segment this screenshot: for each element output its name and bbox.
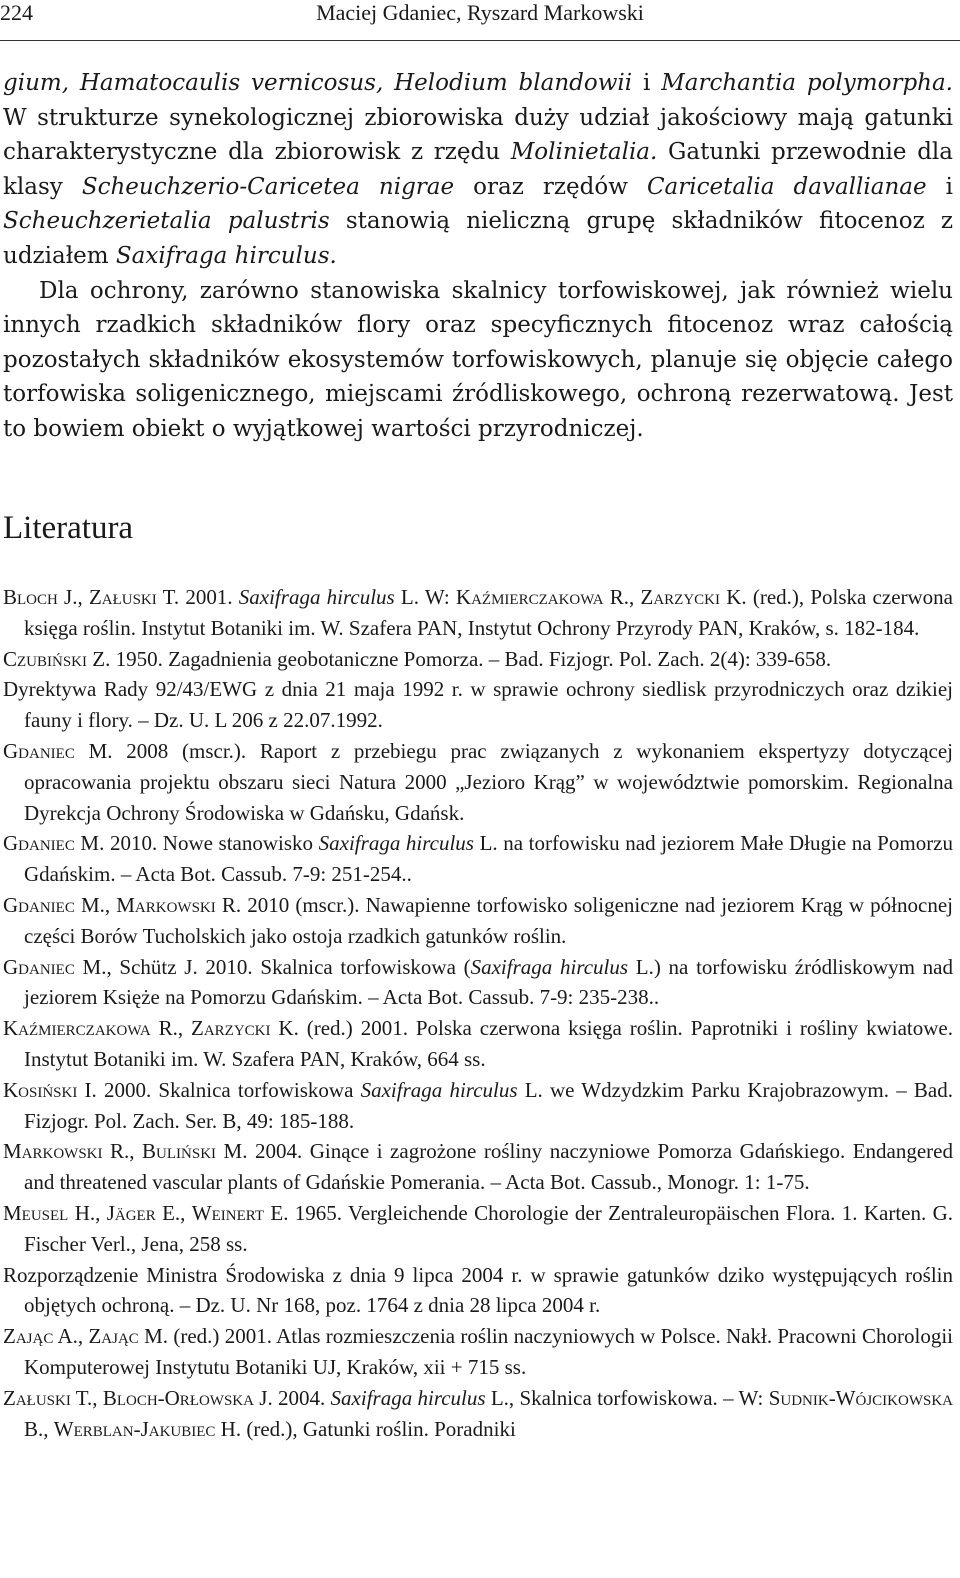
text-run: M. 2010. Nowe stanowisko xyxy=(74,831,319,856)
text-run: J., xyxy=(57,585,89,609)
order-name: Molinietalia. xyxy=(510,139,658,166)
text-run: M. (red.) 2001. Atlas rozmieszczenia roślin naczyniowych w Polsce. Nakł. Pracowni Chorologii Komputerowej Instytutu Botaniki UJ, Kraków, xii + 715 ss. xyxy=(24,1324,953,1379)
text-run: R., xyxy=(102,1139,143,1164)
body-paragraph-1 xyxy=(3,66,953,274)
text-run: W strukturze synekologicznej zbiorowiska duży udział jakościowy mają gatunki charakterystyczne dla zbiorowisk z rzędu xyxy=(3,104,953,166)
reference-item xyxy=(3,674,953,736)
class-name: Scheuchzerio-Caricetea nigrae xyxy=(81,173,455,200)
text-run: K. (red.) 2001. Polska czerwona księga roślin. Paprotniki i rośliny kwiatowe. Instytut Botaniki im. W. Szafera PAN, Kraków, 664 ss. xyxy=(24,1016,953,1071)
order-name: Scheuchzerietalia palustris xyxy=(3,208,330,235)
reference-item xyxy=(3,890,953,952)
text-run: Rozporządzenie Ministra Środowiska z dnia 9 lipca 2004 r. w sprawie gatunków dziko występujących roślin objętych ochroną. – Dz. U. Nr 168, poz. 1764 z dnia 28 lipca 2004 r. xyxy=(3,1262,953,1318)
text-run: R., xyxy=(603,585,641,609)
author-name: Sudnik-Wójcikowska xyxy=(768,1385,954,1410)
text-run: L., Skalnica torfowiskowa. – W: xyxy=(485,1385,769,1410)
text-run: R., xyxy=(150,1016,191,1041)
text-run: Z. 1950. Zagadnienia geobotaniczne Pomorza. – Bad. Fizjogr. Pol. Zach. 2(4): 339-658. xyxy=(87,646,832,671)
text-run: E. 1965. Vergleichende Chorologie der Zentraleuropäischen Flora. 1. Karten. G. Fischer Verl., Jena, 258 ss. xyxy=(24,1200,954,1256)
text-run: L.) na torfowisku źródliskowym nad jeziorem Księże na Pomorzu Gdańskim. – Acta Bot. Cassub. 7-9: 235-238.. xyxy=(24,954,953,1010)
species-names: gium, Hamatocaulis vernicosus, Helodium blandowii xyxy=(3,70,633,96)
author-name: Zarzycki xyxy=(191,1016,271,1041)
author-name: Werblan-Jakubiec xyxy=(53,1416,216,1441)
text-run: stanowią nieliczną grupę składników fitocenoz z udziałem xyxy=(3,208,954,269)
author-name: Gdaniec xyxy=(3,954,75,979)
text-run: M., xyxy=(74,892,117,917)
header-rule xyxy=(0,40,960,41)
species-name: Saxifraga hirculus. xyxy=(115,242,337,269)
author-name: Kosiński xyxy=(3,1077,78,1102)
author-name: Bloch-Orłowska xyxy=(102,1385,254,1410)
text-run: L. we Wdzydzkim Parku Krajobrazowym. – Bad. Fizjogr. Pol. Zach. Ser. B, 49: 185-188. xyxy=(24,1077,953,1133)
author-name: Gdaniec xyxy=(3,892,75,917)
reference-item xyxy=(3,582,953,644)
reference-list xyxy=(3,582,953,1444)
text-run: H. (red.), Gatunki roślin. Poradniki xyxy=(215,1416,516,1441)
text-run: oraz rzędów xyxy=(454,173,647,200)
author-name: Kaźmierczakowa xyxy=(455,585,604,609)
author-name: Jäger xyxy=(106,1200,156,1225)
author-name: Bloch xyxy=(3,585,58,609)
reference-item xyxy=(3,952,953,1014)
text-run: T., xyxy=(70,1385,103,1410)
text-run: i xyxy=(632,70,662,96)
author-name: Weinert xyxy=(191,1200,265,1225)
running-title: Maciej Gdaniec, Ryszard Markowski xyxy=(316,0,644,25)
reference-item xyxy=(3,736,953,828)
species-name: Marchantia polymorpha. xyxy=(661,70,953,96)
reference-item xyxy=(3,1383,953,1445)
section-heading: Literatura xyxy=(3,510,134,546)
reference-item xyxy=(3,1198,953,1260)
reference-item xyxy=(3,1013,953,1075)
species-name: Saxifraga hirculus xyxy=(238,585,395,609)
text-run: i xyxy=(926,173,954,200)
text-run: J. 2004. xyxy=(253,1385,331,1410)
text-run: Gatunki przewodnie dla klasy xyxy=(3,139,953,200)
reference-item xyxy=(3,644,953,675)
text-run: T. 2001. xyxy=(156,585,239,609)
order-name: Caricetalia davallianae xyxy=(646,173,927,200)
reference-item xyxy=(3,1075,953,1137)
author-name: Zając xyxy=(88,1324,139,1349)
text-run: B., xyxy=(24,1416,54,1441)
reference-item xyxy=(3,1260,953,1322)
author-name: Kaźmierczakowa xyxy=(3,1016,151,1041)
author-name: Zając xyxy=(3,1324,54,1349)
page-number: 224 xyxy=(0,0,33,25)
body-paragraph-2: Dla ochrony, zarówno stanowiska skalnicy torfowiskowej, jak również wielu innych rzadkich składników flory oraz specyficznych fitocenoz wraz całością pozostałych składników ekosystemów torfowiskowych, planuje się objęcie całego torfowiska soligenicznego, miejscami źródliskowego, ochroną rezerwatową. Jest to bowiem obiekt o wyjątkowej wartości przyrodniczej. xyxy=(3,277,953,442)
author-name: Buliński xyxy=(142,1139,217,1164)
author-name: Meusel xyxy=(3,1200,69,1225)
author-name: Czubiński xyxy=(3,646,88,671)
author-name: Załuski xyxy=(3,1385,71,1410)
species-name: Saxifraga hirculus xyxy=(318,831,474,856)
species-name: Saxifraga hirculus xyxy=(330,1385,486,1410)
text-run: M. 2008 (mscr.). Raport z przebiegu prac związanych z wykonaniem ekspertyzy dotyczącej opracowania projektu obszaru sieci Natura 2000 „Jezioro Krąg” w województwie pomorskim. Regionalna Dyrekcja Ochrony Środowiska w Gdańsku, Gdańsk. xyxy=(24,738,953,825)
text-run: L. W: xyxy=(394,585,456,609)
text-run: R. 2010 (mscr.). Nawapienne torfowisko soligeniczne nad jeziorem Krąg w północnej części Borów Tucholskich jako ostoja rzadkich gatunków roślin. xyxy=(24,892,953,948)
reference-item xyxy=(3,1136,953,1198)
text-run: M., Schütz J. 2010. Skalnica torfowiskowa ( xyxy=(74,954,471,979)
text-run: L. na torfowisku nad jeziorem Małe Długie na Pomorzu Gdańskim. – Acta Bot. Cassub. 7-9: 251-254.. xyxy=(24,831,954,887)
text-run: A., xyxy=(53,1324,89,1349)
species-name: Saxifraga hirculus xyxy=(360,1077,518,1102)
text-run: I. 2000. Skalnica torfowiskowa xyxy=(77,1077,361,1102)
species-name: Saxifraga hirculus xyxy=(470,954,629,979)
author-name: Załuski xyxy=(88,585,157,609)
text-run: M. 2004. Ginące i zagrożone rośliny naczyniowe Pomorza Gdańskiego. Endangered and threatened vascular plants of Gdańskie Pomerania. – Acta Bot. Cassub., Monogr. 1: 1-75. xyxy=(24,1139,953,1195)
text-run: E., xyxy=(155,1200,192,1225)
text-run: K. (red.), Polska czerwona księga roślin. Instytut Botaniki im. W. Szafera PAN, Instytut Ochrony Przyrody PAN, Kraków, s. 182-184. xyxy=(24,585,953,640)
reference-item xyxy=(3,1321,953,1383)
author-name: Markowski xyxy=(3,1139,103,1164)
author-name: Zarzycki xyxy=(640,585,720,609)
author-name: Gdaniec xyxy=(3,738,75,763)
body-text xyxy=(3,66,953,447)
text-run: Dyrektywa Rady 92/43/EWG z dnia 21 maja 1992 r. w sprawie ochrony siedlisk przyrodniczych oraz dzikiej fauny i flory. – Dz. U. L 206 z 22.07.1992. xyxy=(3,677,953,733)
reference-item xyxy=(3,828,953,890)
author-name: Markowski xyxy=(116,892,216,917)
page-header xyxy=(0,0,960,42)
author-name: Gdaniec xyxy=(3,831,75,856)
text-run: H., xyxy=(68,1200,107,1225)
